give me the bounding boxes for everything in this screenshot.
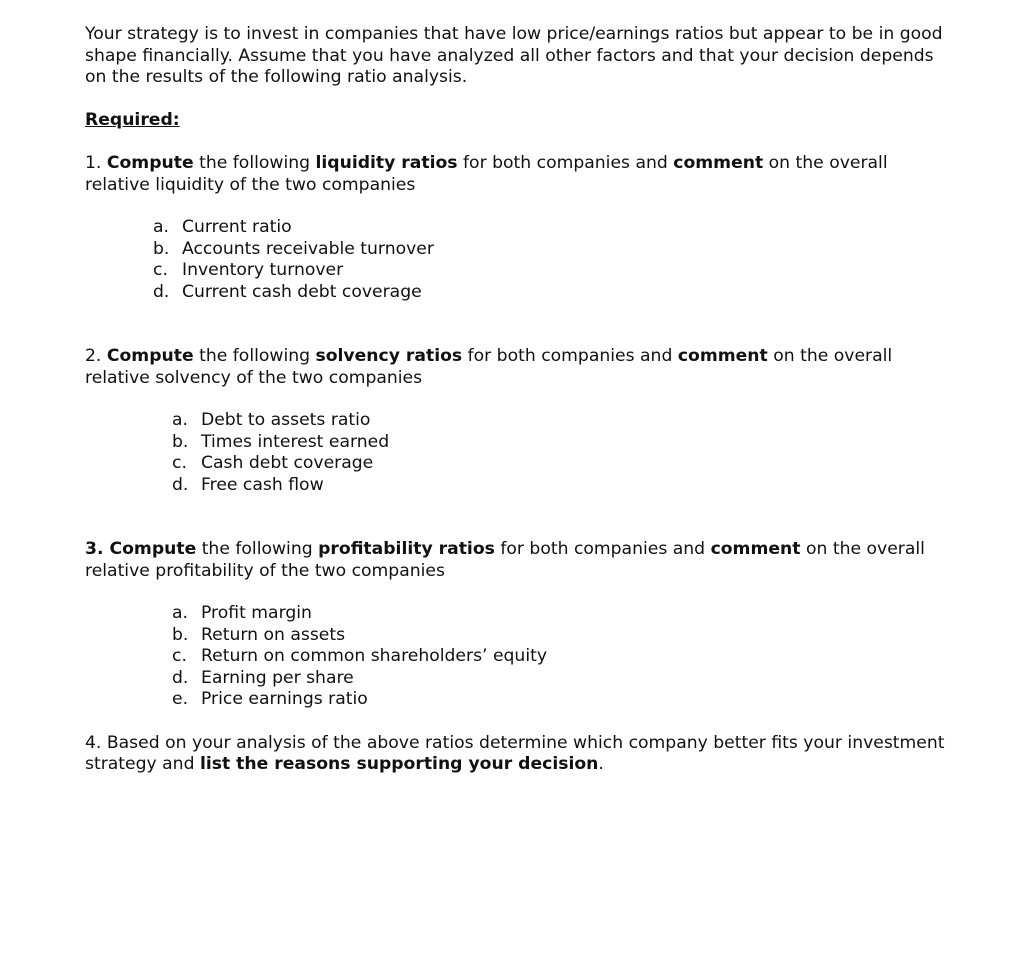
list-item-letter: c. [153, 260, 168, 280]
list-item-label: Current cash debt coverage [182, 281, 422, 302]
list-item [172, 646, 945, 668]
list-item [172, 603, 945, 625]
list-item-letter: e. [172, 689, 189, 709]
question-1-verb: Compute [106, 153, 194, 173]
liquidity-ratio-list [153, 217, 945, 303]
question-1-text-b: for both companies and [457, 153, 674, 173]
list-item-letter: a. [172, 603, 188, 623]
list-item-label: Return on common shareholders’ equity [201, 646, 548, 666]
list-item-letter: d. [172, 474, 189, 495]
profitability-ratio-list [172, 603, 945, 711]
list-item-letter: b. [172, 431, 189, 452]
list-item-label: Cash debt coverage [201, 453, 374, 473]
question-2-number: 2. [85, 346, 107, 366]
question-3-text-c: on the overall relative profitability of the two companies [85, 539, 925, 581]
question-2-text-c: on the overall relative solvency of the two companies [85, 346, 893, 388]
list-item-label: Price earnings ratio [201, 689, 368, 709]
question-1-text-a: the following [193, 153, 316, 173]
question-4 [85, 733, 945, 776]
question-1-text-c: on the overall relative liquidity of the two companies [85, 153, 888, 195]
question-3-action: comment [710, 539, 801, 559]
list-item-label: Times interest earned [201, 431, 390, 452]
question-4-text-b: . [598, 754, 604, 774]
question-2-text-a: the following [193, 346, 316, 366]
list-item-label: Accounts receivable turnover [182, 238, 434, 259]
list-item-letter: b. [172, 624, 189, 645]
question-4-text-a: 4. Based on your analysis of the above ratios determine which company better fits your investment strategy and [85, 732, 945, 774]
question-3-number: 3. [85, 539, 110, 559]
required-heading: Required: [85, 109, 180, 130]
question-1 [85, 153, 945, 196]
list-item-label: Debt to assets ratio [201, 410, 371, 430]
question-2-verb: Compute [106, 346, 194, 366]
list-item-label: Profit margin [201, 603, 312, 623]
solvency-ratio-list [172, 410, 945, 496]
question-4-emphasis: list the reasons supporting your decision [199, 754, 599, 774]
list-item [153, 217, 945, 239]
list-item [153, 260, 945, 282]
list-item-label: Inventory turnover [182, 260, 344, 280]
list-item-label: Earning per share [201, 667, 354, 688]
list-item-letter: d. [172, 667, 189, 688]
question-2 [85, 346, 945, 389]
question-3 [85, 539, 945, 582]
list-item [172, 475, 945, 497]
question-1-ratio-type: liquidity ratios [315, 153, 458, 173]
list-item [172, 625, 945, 647]
question-1-action: comment [673, 153, 764, 173]
list-item-label: Free cash flow [201, 474, 324, 495]
list-item-letter: c. [172, 646, 187, 666]
list-item-letter: a. [153, 217, 169, 237]
question-3-text-a: the following [196, 539, 319, 559]
question-3-ratio-type: profitability ratios [318, 539, 495, 559]
list-item [153, 282, 945, 304]
list-item [172, 410, 945, 432]
list-item-letter: a. [172, 410, 188, 430]
question-1-number: 1. [85, 153, 107, 173]
list-item-label: Return on assets [201, 624, 346, 645]
list-item-letter: d. [153, 281, 170, 302]
question-3-text-b: for both companies and [494, 539, 711, 559]
list-item [172, 432, 945, 454]
list-item [172, 668, 945, 690]
question-3-verb: Compute [109, 539, 197, 559]
intro-paragraph: Your strategy is to invest in companies that have low price/earnings ratios but appear to be in good shape financially. Assume that you have analyzed all other factors and that your decision depends on the results of the following ratio analysis. [85, 24, 943, 87]
list-item [172, 453, 945, 475]
list-item-letter: c. [172, 453, 187, 473]
question-2-ratio-type: solvency ratios [315, 346, 463, 366]
list-item [172, 689, 945, 711]
list-item-letter: b. [153, 238, 170, 259]
list-item [153, 239, 945, 261]
question-2-text-b: for both companies and [462, 346, 678, 366]
document-body [85, 24, 945, 776]
question-2-action: comment [677, 346, 768, 366]
list-item-label: Current ratio [182, 217, 292, 237]
